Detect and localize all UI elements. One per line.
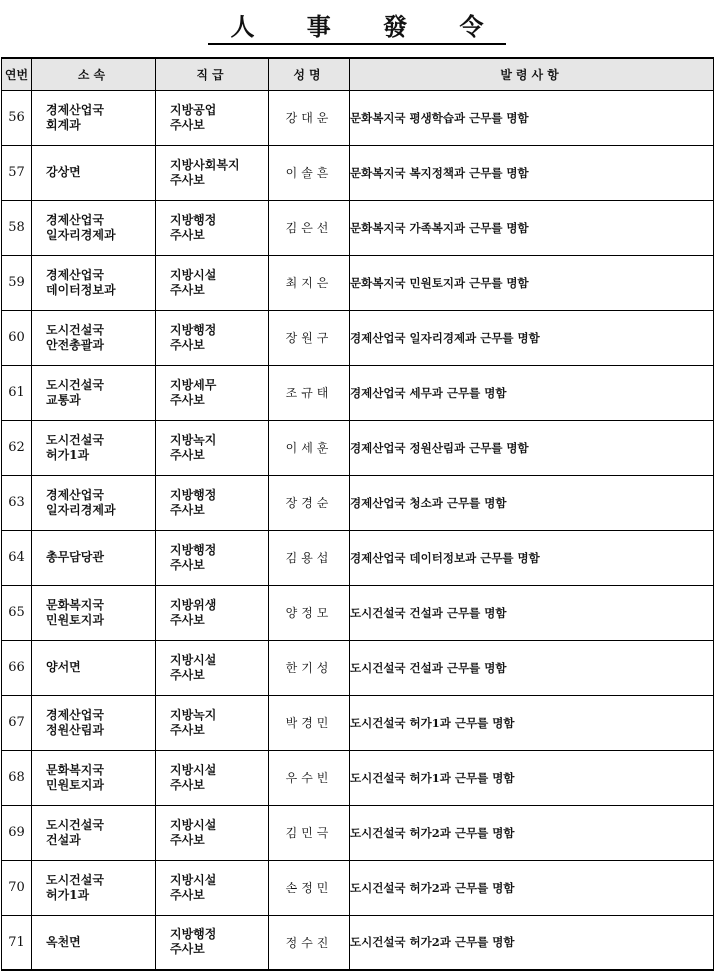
rank-line: 주사보 (170, 942, 205, 957)
rank-cell (156, 585, 269, 640)
rank-cell (156, 420, 269, 475)
employee-name: 양정모 (269, 585, 350, 640)
employee-name: 우수빈 (269, 750, 350, 805)
rank-line: 주사보 (170, 722, 205, 737)
department-line: 민원토지과 (46, 612, 104, 627)
rank-line: 주사보 (170, 832, 205, 847)
department-line: 경제산업국 (46, 707, 104, 722)
department-cell (32, 145, 156, 200)
table-row (2, 420, 714, 475)
rank-line: 주사보 (170, 282, 205, 297)
appointment-order: 도시건설국 건설과 근무를 명함 (350, 585, 714, 640)
department-line: 경제산업국 (46, 212, 104, 227)
appointment-order: 도시건설국 허가1과 근무를 명함 (350, 750, 714, 805)
department-line: 도시건설국 (46, 817, 104, 832)
rank-line: 주사보 (170, 557, 205, 572)
department-line: 회계과 (46, 117, 81, 132)
department-cell (32, 200, 156, 255)
department-line: 경제산업국 (46, 267, 104, 282)
row-number: 58 (2, 200, 32, 255)
rank-cell (156, 145, 269, 200)
rank-line: 주사보 (170, 227, 205, 242)
table-body (2, 90, 714, 970)
rank-line: 지방시설 (170, 817, 217, 832)
row-number: 71 (2, 915, 32, 970)
appointment-order: 경제산업국 일자리경제과 근무를 명함 (350, 310, 714, 365)
rank-line: 지방시설 (170, 652, 217, 667)
rank-line: 주사보 (170, 667, 205, 682)
department-cell (32, 860, 156, 915)
appointment-order: 경제산업국 세무과 근무를 명함 (350, 365, 714, 420)
row-number: 68 (2, 750, 32, 805)
table-row (2, 530, 714, 585)
appointment-order: 도시건설국 허가2과 근무를 명함 (350, 805, 714, 860)
rank-cell (156, 365, 269, 420)
department-cell (32, 90, 156, 145)
employee-name: 강대운 (269, 90, 350, 145)
rank-cell (156, 530, 269, 585)
employee-name: 한기성 (269, 640, 350, 695)
department-cell (32, 365, 156, 420)
department-line: 경제산업국 (46, 487, 104, 502)
department-cell (32, 750, 156, 805)
rank-cell (156, 915, 269, 970)
rank-cell (156, 750, 269, 805)
table-row (2, 640, 714, 695)
department-cell (32, 640, 156, 695)
rank-line: 지방시설 (170, 762, 217, 777)
employee-name: 정수진 (269, 915, 350, 970)
department-line: 도시건설국 (46, 377, 104, 392)
rank-line: 지방행정 (170, 322, 217, 337)
row-number: 57 (2, 145, 32, 200)
appointment-order: 도시건설국 허가2과 근무를 명함 (350, 860, 714, 915)
rank-cell (156, 860, 269, 915)
department-line: 허가1과 (46, 887, 90, 902)
rank-line: 주사보 (170, 337, 205, 352)
employee-name: 조규태 (269, 365, 350, 420)
rank-line: 지방행정 (170, 542, 217, 557)
document-title: 人 事 發 令 (208, 12, 505, 45)
department-line: 총무담당관 (46, 550, 104, 564)
table-row (2, 860, 714, 915)
rank-line: 지방녹지 (170, 432, 217, 447)
department-cell (32, 420, 156, 475)
department-line: 옥천면 (46, 934, 81, 949)
department-line: 안전총괄과 (46, 337, 104, 352)
appointment-order: 문화복지국 평생학습과 근무를 명함 (350, 90, 714, 145)
department-line: 민원토지과 (46, 777, 104, 792)
employee-name: 최지은 (269, 255, 350, 310)
rank-line: 주사보 (170, 887, 205, 902)
row-number: 62 (2, 420, 32, 475)
rank-line: 지방행정 (170, 212, 217, 227)
personnel-table (1, 57, 714, 971)
employee-name: 장원구 (269, 310, 350, 365)
row-number: 64 (2, 530, 32, 585)
department-cell (32, 695, 156, 750)
department-line: 양서면 (46, 660, 81, 674)
department-cell (32, 805, 156, 860)
rank-cell (156, 200, 269, 255)
department-line: 일자리경제과 (46, 502, 116, 517)
rank-line: 지방시설 (170, 267, 217, 282)
rank-line: 주사보 (170, 777, 205, 792)
row-number: 63 (2, 475, 32, 530)
appointment-order: 도시건설국 허가2과 근무를 명함 (350, 915, 714, 970)
appointment-order: 문화복지국 복지정책과 근무를 명함 (350, 145, 714, 200)
employee-name: 이솔흔 (269, 145, 350, 200)
rank-line: 주사보 (170, 612, 205, 627)
rank-line: 주사보 (170, 502, 205, 517)
table-row (2, 750, 714, 805)
row-number: 70 (2, 860, 32, 915)
rank-cell (156, 475, 269, 530)
appointment-order: 문화복지국 민원토지과 근무를 명함 (350, 255, 714, 310)
department-line: 허가1과 (46, 447, 90, 462)
table-row (2, 255, 714, 310)
department-line: 도시건설국 (46, 872, 104, 887)
table-row (2, 365, 714, 420)
header-order: 발령사항 (350, 58, 714, 90)
rank-cell (156, 310, 269, 365)
department-cell (32, 475, 156, 530)
department-cell (32, 530, 156, 585)
header-number: 연번 (2, 58, 32, 90)
appointment-order: 도시건설국 허가1과 근무를 명함 (350, 695, 714, 750)
table-row (2, 145, 714, 200)
table-row (2, 200, 714, 255)
table-row (2, 805, 714, 860)
appointment-order: 문화복지국 가족복지과 근무를 명함 (350, 200, 714, 255)
row-number: 66 (2, 640, 32, 695)
row-number: 59 (2, 255, 32, 310)
rank-cell (156, 640, 269, 695)
rank-line: 주사보 (170, 392, 205, 407)
rank-line: 주사보 (170, 172, 205, 187)
employee-name: 이세훈 (269, 420, 350, 475)
department-cell (32, 915, 156, 970)
rank-line: 주사보 (170, 117, 205, 132)
rank-cell (156, 805, 269, 860)
department-cell (32, 585, 156, 640)
employee-name: 박경민 (269, 695, 350, 750)
department-cell (32, 310, 156, 365)
rank-line: 지방공업 (170, 102, 217, 117)
rank-cell (156, 255, 269, 310)
department-cell (32, 255, 156, 310)
department-line: 도시건설국 (46, 432, 104, 447)
employee-name: 김은선 (269, 200, 350, 255)
rank-line: 지방행정 (170, 487, 217, 502)
department-line: 강상면 (46, 165, 81, 179)
row-number: 67 (2, 695, 32, 750)
rank-line: 지방세무 (170, 377, 217, 392)
rank-cell (156, 695, 269, 750)
department-line: 문화복지국 (46, 597, 104, 612)
table-row (2, 90, 714, 145)
rank-line: 지방위생 (170, 597, 217, 612)
department-line: 일자리경제과 (46, 227, 116, 242)
department-line: 데이터정보과 (46, 282, 116, 297)
table-row (2, 475, 714, 530)
row-number: 60 (2, 310, 32, 365)
table-row (2, 695, 714, 750)
row-number: 69 (2, 805, 32, 860)
employee-name: 장경순 (269, 475, 350, 530)
department-line: 건설과 (46, 832, 81, 847)
table-row (2, 585, 714, 640)
employee-name: 손정민 (269, 860, 350, 915)
appointment-order: 경제산업국 청소과 근무를 명함 (350, 475, 714, 530)
table-row (2, 915, 714, 970)
appointment-order: 경제산업국 데이터정보과 근무를 명함 (350, 530, 714, 585)
rank-line: 지방행정 (170, 927, 217, 942)
rank-line: 지방사회복지 (170, 157, 240, 172)
department-line: 도시건설국 (46, 322, 104, 337)
document-title-wrap (0, 12, 714, 45)
employee-name: 김민극 (269, 805, 350, 860)
header-department: 소속 (32, 58, 156, 90)
department-line: 문화복지국 (46, 762, 104, 777)
rank-cell (156, 90, 269, 145)
table-header-row (2, 58, 714, 90)
row-number: 61 (2, 365, 32, 420)
row-number: 56 (2, 90, 32, 145)
department-line: 정원산림과 (46, 722, 104, 737)
rank-line: 주사보 (170, 447, 205, 462)
table-row (2, 310, 714, 365)
department-line: 교통과 (46, 392, 81, 407)
header-rank: 직급 (156, 58, 269, 90)
header-name: 성명 (269, 58, 350, 90)
appointment-order: 도시건설국 건설과 근무를 명함 (350, 640, 714, 695)
department-line: 경제산업국 (46, 102, 104, 117)
row-number: 65 (2, 585, 32, 640)
employee-name: 김용섭 (269, 530, 350, 585)
appointment-order: 경제산업국 정원산림과 근무를 명함 (350, 420, 714, 475)
rank-line: 지방녹지 (170, 707, 217, 722)
rank-line: 지방시설 (170, 872, 217, 887)
